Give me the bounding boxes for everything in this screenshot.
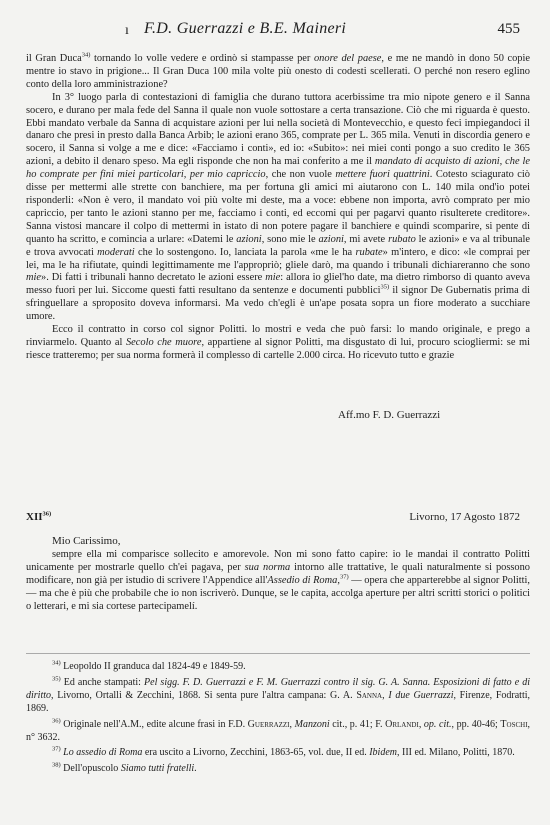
text-run: , appartiene al signor Politti, ma disgustato di lui, procuro sciogliermi: se mi riesce tratteremo; per sua norma formerà il complesso di cartelle 2.000 circa. Ho ricevuto tutto e grazie	[26, 336, 531, 361]
footnote-ref: 36)	[52, 717, 61, 725]
text-run: Dell'opuscolo	[60, 763, 121, 775]
text-run: cit., p. 41; F.	[329, 718, 386, 730]
italic-text: Lo assedio di Roma	[63, 747, 143, 759]
text-run: il Gran Duca	[26, 53, 82, 64]
italic-text: Manzoni	[294, 718, 330, 730]
text-run: , e me ne mandò in dono 50 copie mentre io stavo in prigione... Il Gran Duca 100 mila volte più onesto di codesti scellerati. O perché non resero eglino conto della loro amministrazione?	[26, 53, 531, 90]
footnote-ref: 34)	[52, 659, 61, 667]
text-run: , pp. 40-46;	[451, 718, 501, 730]
paragraph	[26, 324, 530, 363]
text-run: Originale nell'A.M., edite alcune frasi in F.D.	[60, 718, 248, 730]
italic-text: rubato	[388, 233, 416, 245]
footnote-ref: 35)	[380, 283, 390, 291]
paragraph	[26, 92, 530, 324]
italic-text: onore del paese	[313, 53, 382, 64]
text-run: .	[194, 763, 197, 775]
text-run: che lo sostengono. Io, lanciata la parola «me le ha	[134, 246, 356, 258]
italic-text: Assedio di Roma	[267, 574, 338, 586]
text-run: ,	[337, 574, 340, 586]
text-run: ». Di fatti i tribunali hanno decretato le azioni essere	[41, 272, 266, 284]
letter-text	[26, 53, 530, 363]
signature: Aff.mo F. D. Guerrazzi	[338, 409, 441, 421]
text-run: Leopoldo II granduca dal 1824-49 e 1849-59.	[60, 661, 246, 672]
text-run: ,	[418, 718, 424, 730]
text-run: . Cotesto sciagurato ciò disse per mettermi alle strette con banchiere, ma per fortuna gli amici mi aiutarono con L. 140 mila ond'io potei risponderli: «Non è vero, il mandato voi più volte mi deste, ma a voce: ebbene non importa, avrò comprato per mio capriccio, per tanto le azioni stanno per me, facciamo i conti, ed eccomi qui per pagarvi quanto risulterete creditore». Sanna vistosi mancare il colpo di mettermi in istato di non potere pagare il banchiere e quindi scomparire, si pente di quanto ha scritto, e comincia a urlare: «Datemi le	[26, 169, 530, 245]
footnote-ref: 37)	[339, 573, 349, 581]
text-run: ,	[382, 689, 389, 701]
letter-body	[26, 549, 530, 614]
footnote-ref: 36)	[42, 510, 52, 518]
text-run: , n° 3632.	[26, 718, 531, 743]
italic-text: moderati	[97, 246, 135, 258]
small-caps-text: Sanna	[356, 689, 383, 701]
letter-date: Livorno, 17 Agosto 1872	[409, 511, 520, 523]
footnote-ref: 34)	[81, 51, 91, 59]
small-caps-text: Guerrazzi	[247, 718, 290, 730]
text-run: In 3° luogo parla di contestazioni di famiglia che durano tuttora acerbissime tra mio nipote genero e il Sanna socero, e durano per mala fede del Sanna il quale non vuole sottostare a certa transazione. Ciò che mi riguarda è questo. Ebbi mandato verbale da Sanna di acquistare azioni per lui nella società di Montevecchio, e questo feci impiegandoci il danaro che presi in presto dalla Banca Arbib; le azioni erano 365, comprate per L. 365 mila. Venuti in discordia genero e socero, il Sanna si volge a me e dice: «Facciamo i conti», ed io: «Subito»: nei miei conti pongo a suo credito le 365 azioni, a debito il denaro speso. Ma egli risponde che non ha mai conferito a me il	[26, 91, 530, 168]
text-run: era uscito a Livorno, Zecchini, 1863-65, vol. due, II ed.	[142, 747, 370, 759]
footnote	[26, 719, 530, 745]
text-run: ,	[289, 718, 295, 730]
letter-number	[26, 511, 51, 523]
text-run: » m'intero, e dico: «le comprai per lei, ma le ha rifiutate, quindi legittimamente me l'appropriò; gliele darò, ma quando i tribunali dichiareranno che sono	[26, 246, 530, 271]
header-mark: ı	[125, 23, 129, 38]
italic-text: rubate	[355, 246, 383, 258]
text-run: , che non vuole	[265, 169, 336, 181]
text-run: tornando lo volle vedere e ordinò si stampasse per	[90, 53, 314, 64]
footnote	[26, 661, 530, 674]
italic-text: I due Guerrazzi	[388, 689, 454, 701]
text-run: le azioni» e va al tribunale e trova avvocati	[26, 233, 530, 258]
running-header	[56, 20, 520, 40]
footnote-ref: 38)	[52, 762, 61, 770]
italic-text: Secolo che muore	[125, 336, 202, 348]
text-run: , Livorno, Ortalli & Zecchini, 1868. Si senta pure l'altra campana: G. A.	[51, 689, 357, 701]
paragraph	[26, 53, 530, 92]
footnote	[26, 677, 530, 716]
text-run: , mi avete	[343, 233, 389, 245]
footnote	[26, 763, 530, 776]
letter-roman-numeral: XII	[26, 511, 43, 523]
footnote	[26, 747, 530, 760]
small-caps-text: Toschi	[500, 718, 528, 730]
footnote-rule	[26, 653, 530, 654]
italic-text: mie	[26, 272, 42, 284]
text-run: intorno alle trattative, le quali naturalmente si possono modificare, non già per istudio di scrivere l'Appendice all'	[26, 561, 531, 586]
italic-text: Ibidem	[369, 747, 397, 759]
italic-text: sua norma	[244, 561, 291, 573]
text-run: — opera che apparterebbe al signor Politti, — ma che è più che probabile che io non iscriverò. Dunque, se le capita, accolga aperture per altri scritti storici o politici o letterari, e mi sia cortese partecipamelí.	[26, 574, 530, 612]
small-caps-text: Orlandi	[385, 718, 419, 730]
italic-text: mandato di acquisto di azioni, che le ho comprate per fini miei particolari, per mio capriccio	[26, 156, 531, 181]
footnotes	[26, 661, 530, 779]
text-run: Ed anche stampati:	[60, 676, 145, 688]
footnote-ref: 37)	[52, 746, 61, 754]
text-run: sempre ella mi comparisce sollecito e amorevole. Non mi sono fatto capire: io le mandai il contratto Politti unicamente per mostrarle quello ch'ei pagava, per	[26, 549, 530, 573]
paragraph	[26, 549, 530, 614]
italic-text: op. cit.	[423, 718, 452, 730]
italic-text: azioni	[318, 233, 344, 245]
text-run: Ecco il contratto in corso col signor Politti. lo mostri e veda che può farsi: lo mando originale, e prego a rinviarmelo. Quanto al	[26, 324, 530, 348]
italic-text: mettere fuori quattrini	[335, 169, 430, 181]
running-title: F.D. Guerrazzi e B.E. Maineri	[144, 20, 347, 37]
text-run: : allora io gliel'ho date, ma dietro rimborso di quanto aveva messo fuori per lui. Siccome questi fatti resultano da sentenze e documenti pubblici	[26, 272, 530, 297]
text-run: , sono mie le	[261, 233, 319, 245]
salutation: Mio Carissimo,	[52, 535, 121, 547]
italic-text: Siamo tutti fratelli	[120, 763, 195, 775]
page-number: 455	[497, 21, 520, 37]
text-run: , III ed. Milano, Politti, 1870.	[397, 747, 515, 759]
italic-text: Pel sigg. F. D. Guerrazzi e F. M. Guerrazzi contro il sig. G. A. Sanna. Esposizioni di fatto e di diritto	[26, 676, 530, 701]
text-run: , Firenze, Fodratti, 1869.	[26, 689, 531, 714]
text-run: il signor De Gubernatis prima di sfringuellare a sproposito doveva informarsi. Ma vedo ch'egli è un'ape posata sopra un fiore moderato a succhiare umore.	[26, 285, 530, 323]
footnote-ref: 35)	[52, 675, 61, 683]
italic-text: mie	[265, 272, 281, 284]
italic-text: azioni	[236, 233, 262, 245]
